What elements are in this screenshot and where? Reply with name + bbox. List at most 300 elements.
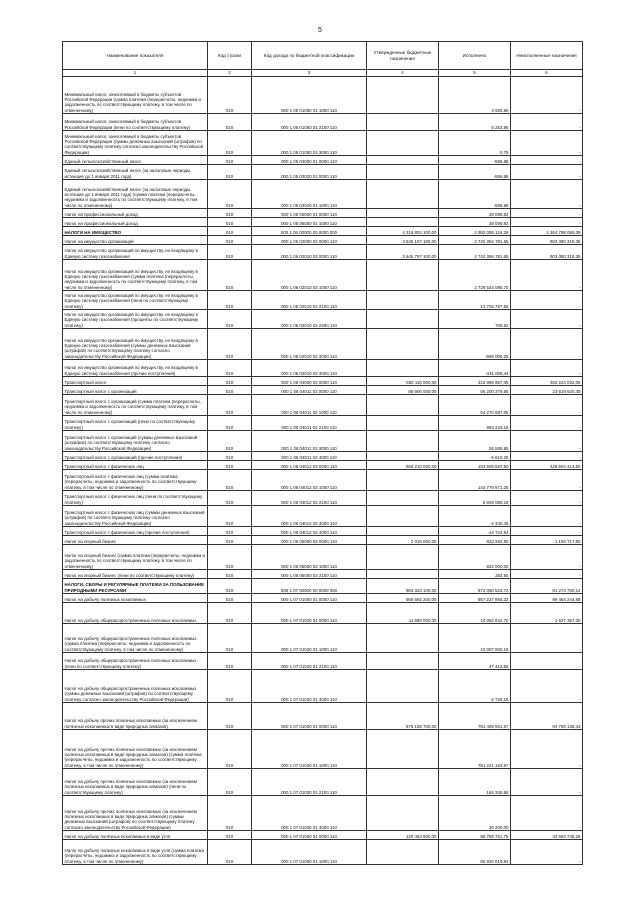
row-approved bbox=[367, 218, 439, 227]
table-row bbox=[63, 131, 583, 156]
row-income-code: 000 1 07 01020 01 2100 110 bbox=[252, 653, 367, 670]
row-approved bbox=[367, 527, 439, 536]
row-income-code: 000 1 06 04012 02 4000 110 bbox=[252, 527, 367, 536]
row-unexecuted: - bbox=[511, 329, 583, 360]
row-line-code: 010 bbox=[208, 291, 252, 310]
row-name: Налог на добычу прочих полезных ископаемых (за исключением полезных ископаемых в виде природных алмазов) bbox=[63, 703, 208, 730]
row-executed: -331 005,44 bbox=[439, 360, 511, 377]
row-income-code: 000 1 07 01020 01 0000 110 bbox=[252, 603, 367, 624]
row-unexecuted: - bbox=[511, 470, 583, 491]
column-number: 4 bbox=[367, 70, 439, 77]
table-row bbox=[63, 245, 583, 260]
table-row bbox=[63, 236, 583, 245]
row-unexecuted: - bbox=[511, 570, 583, 579]
row-income-code: 000 1 06 04011 02 3000 110 bbox=[252, 431, 367, 452]
row-name: НАЛОГИ, СБОРЫ И РЕГУЛЯРНЫЕ ПЛАТЕЖИ ЗА ПОЛЬЗОВАНИЕ ПРИРОДНЫМИ РЕСУРСАМИ bbox=[63, 579, 208, 594]
table-row bbox=[63, 506, 583, 527]
table-row bbox=[63, 114, 583, 131]
row-name: Минимальный налог, зачисляемый в бюджеты субъектов Российской Федерации (сумма платежа (перерасчеты, недоимка и задолженность по соответствующему платежу, в том числе по отмененному) bbox=[63, 77, 208, 114]
row-approved bbox=[367, 156, 439, 165]
row-approved bbox=[367, 506, 439, 527]
table-row bbox=[63, 218, 583, 227]
row-approved bbox=[367, 114, 439, 131]
row-line-code: 010 bbox=[208, 452, 252, 461]
row-income-code: 000 1 06 02010 02 3000 110 bbox=[252, 329, 367, 360]
row-executed: -596,88 bbox=[439, 165, 511, 180]
table-row bbox=[63, 579, 583, 594]
table-row bbox=[63, 209, 583, 218]
table-row bbox=[63, 730, 583, 769]
row-name: Минимальный налог, зачисляемый в бюджеты субъектов Российской Федерации (суммы денежных взысканий (штрафов) по соответствующему платежу согласно законодательству Российской Федерации) bbox=[63, 131, 208, 156]
table-header-row bbox=[63, 42, 583, 70]
row-line-code: 010 bbox=[208, 329, 252, 360]
row-line-code: 010 bbox=[208, 703, 252, 730]
row-income-code: 000 1 06 02010 02 0000 110 bbox=[252, 245, 367, 260]
row-line-code: 010 bbox=[208, 416, 252, 431]
table-row bbox=[63, 291, 583, 310]
row-unexecuted: - bbox=[511, 310, 583, 329]
row-executed: 822 282,50 bbox=[439, 536, 511, 545]
table-row bbox=[63, 431, 583, 452]
row-name: Налог на имущество организаций bbox=[63, 236, 208, 245]
table-row bbox=[63, 360, 583, 377]
row-unexecuted: - bbox=[511, 491, 583, 506]
row-executed: 705,52 bbox=[439, 310, 511, 329]
row-line-code: 010 bbox=[208, 545, 252, 570]
row-approved bbox=[367, 840, 439, 865]
row-line-code: 010 bbox=[208, 165, 252, 180]
row-unexecuted: 91 274 750,14 bbox=[511, 579, 583, 594]
row-line-code: 010 bbox=[208, 77, 252, 114]
row-line-code: 010 bbox=[208, 831, 252, 840]
row-unexecuted: - bbox=[511, 545, 583, 570]
column-number: 5 bbox=[439, 70, 511, 77]
row-line-code: 010 bbox=[208, 114, 252, 131]
row-approved bbox=[367, 131, 439, 156]
row-income-code: 000 1 06 04012 02 1000 110 bbox=[252, 470, 367, 491]
table-row bbox=[63, 769, 583, 796]
table-row bbox=[63, 329, 583, 360]
row-unexecuted: - bbox=[511, 165, 583, 180]
row-executed: 872 050 523,72 bbox=[439, 579, 511, 594]
row-approved bbox=[367, 431, 439, 452]
row-approved: 876 168 700,00 bbox=[367, 703, 439, 730]
row-name: Транспортный налог с физических лиц (прочие поступления) bbox=[63, 527, 208, 536]
row-name: Налог на добычу общераспространенных полезных ископаемых (пени по соответствующему платежу) bbox=[63, 653, 208, 670]
row-income-code: 000 1 06 04000 02 0000 110 bbox=[252, 377, 367, 386]
row-line-code: 010 bbox=[208, 506, 252, 527]
row-name: Транспортный налог с организаций (прочие поступления) bbox=[63, 452, 208, 461]
row-approved: 4 316 853 100,00 bbox=[367, 227, 439, 236]
row-income-code: 000 1 06 04011 02 4000 110 bbox=[252, 452, 367, 461]
row-unexecuted: - bbox=[511, 431, 583, 452]
row-name: Налог на добычу прочих полезных ископаемых (за исключением полезных ископаемых в виде природных алмазов) (сумма платежа (перерасчеты, недоимка и задолженность по соответствующему платежу, в том числе по отмененному) bbox=[63, 730, 208, 769]
row-income-code: 000 1 06 04011 02 2100 110 bbox=[252, 416, 367, 431]
table-row bbox=[63, 796, 583, 831]
row-approved bbox=[367, 260, 439, 291]
revenue-table bbox=[62, 41, 583, 865]
header-approved: Утвержденные бюджетные назначения bbox=[367, 42, 439, 70]
row-approved bbox=[367, 769, 439, 796]
row-approved bbox=[367, 329, 439, 360]
row-income-code: 000 1 06 04012 02 3000 110 bbox=[252, 506, 367, 527]
row-income-code: 000 1 05 03020 01 1000 110 bbox=[252, 180, 367, 209]
row-name: Налог на добычу полезных ископаемых в виде угля bbox=[63, 831, 208, 840]
row-name: Налог на игорный бизнес (сумма платежа (перерасчеты, недоимка и задолженность по соответствующему платежу, в том числе по отмененному) bbox=[63, 545, 208, 570]
row-unexecuted: - bbox=[511, 131, 583, 156]
row-unexecuted: - bbox=[511, 769, 583, 796]
row-unexecuted: - bbox=[511, 260, 583, 291]
row-unexecuted: 1 193 717,50 bbox=[511, 536, 583, 545]
row-approved bbox=[367, 470, 439, 491]
row-executed: 822 000,00 bbox=[439, 545, 511, 570]
row-line-code: 010 bbox=[208, 603, 252, 624]
row-name: Транспортный налог с физических лиц (сумма платежа (перерасчеты, недоимка и задолженность по соответствующему платежу, в том числе по отмененному) bbox=[63, 470, 208, 491]
row-name: Налог на добычу полезных ископаемых bbox=[63, 594, 208, 603]
row-executed: 3 925,86 bbox=[439, 77, 511, 114]
row-line-code: 010 bbox=[208, 431, 252, 452]
row-income-code: 000 1 05 03020 01 0000 110 bbox=[252, 165, 367, 180]
row-unexecuted: - bbox=[511, 360, 583, 377]
row-line-code: 010 bbox=[208, 377, 252, 386]
row-approved bbox=[367, 570, 439, 579]
row-name: Налог на имущество организаций по имуществу, не входящему в Единую систему газоснабжения (проценты по соответствующему платежу) bbox=[63, 310, 208, 329]
header-unexecuted: Неисполненные назначения bbox=[511, 42, 583, 70]
row-income-code: 000 1 07 01030 01 2100 110 bbox=[252, 769, 367, 796]
row-line-code: 010 bbox=[208, 218, 252, 227]
row-line-code: 010 bbox=[208, 131, 252, 156]
row-unexecuted: 23 619 620,45 bbox=[511, 386, 583, 395]
row-approved: 2 016 000,00 bbox=[367, 536, 439, 545]
row-line-code: 010 bbox=[208, 470, 252, 491]
row-name: Налог на имущество организаций по имуществу, не входящему в Единую систему газоснабжения (пени по соответствующему платежу) bbox=[63, 291, 208, 310]
row-executed: -666 008,25 bbox=[439, 329, 511, 360]
table-body bbox=[63, 77, 583, 865]
row-name: Транспортный налог с организаций (суммы денежных взысканий (штрафов) по соответствующему платежу согласно законодательству Российской Федерации) bbox=[63, 431, 208, 452]
row-approved bbox=[367, 491, 439, 506]
row-executed: 20 200,00 bbox=[439, 796, 511, 831]
row-executed: 28 089,82 bbox=[439, 209, 511, 218]
row-approved bbox=[367, 416, 439, 431]
row-income-code: 000 1 05 06000 01 0000 110 bbox=[252, 209, 367, 218]
row-approved bbox=[367, 395, 439, 416]
row-line-code: 010 bbox=[208, 156, 252, 165]
row-unexecuted: - bbox=[511, 796, 583, 831]
table-row bbox=[63, 570, 583, 579]
row-executed: 983 233,18 bbox=[439, 416, 511, 431]
row-income-code: 000 1 06 02010 02 2200 110 bbox=[252, 310, 367, 329]
column-number: 6 bbox=[511, 70, 583, 77]
row-income-code: 000 1 05 03000 01 0000 110 bbox=[252, 156, 367, 165]
row-unexecuted: - bbox=[511, 156, 583, 165]
row-unexecuted: - bbox=[511, 114, 583, 131]
row-unexecuted: - bbox=[511, 416, 583, 431]
row-name: Транспортный налог с организаций bbox=[63, 386, 208, 395]
row-unexecuted: - bbox=[511, 291, 583, 310]
row-executed: 2 742 386 781,65 bbox=[439, 245, 511, 260]
row-unexecuted: - bbox=[511, 653, 583, 670]
row-name: Единый сельскохозяйственный налог bbox=[63, 156, 208, 165]
table-row bbox=[63, 536, 583, 545]
row-executed: 86 832 019,54 bbox=[439, 840, 511, 865]
row-executed: 781 221 153,97 bbox=[439, 730, 511, 769]
row-income-code: 000 1 07 01060 01 1000 110 bbox=[252, 840, 367, 865]
row-approved: 86 906 000,00 bbox=[367, 386, 439, 395]
row-income-code: 000 1 07 00000 00 0000 000 bbox=[252, 579, 367, 594]
row-unexecuted: 426 604 412,50 bbox=[511, 461, 583, 470]
row-line-code: 010 bbox=[208, 491, 252, 506]
table-row bbox=[63, 470, 583, 491]
row-approved bbox=[367, 730, 439, 769]
row-executed: 10 007 905,19 bbox=[439, 624, 511, 653]
row-executed: 0,75 bbox=[439, 131, 511, 156]
row-approved bbox=[367, 209, 439, 218]
row-unexecuted: 89 464 244,68 bbox=[511, 594, 583, 603]
row-unexecuted: - bbox=[511, 452, 583, 461]
column-number: 2 bbox=[208, 70, 252, 77]
table-row bbox=[63, 310, 583, 329]
row-unexecuted: - bbox=[511, 180, 583, 209]
table-row bbox=[63, 461, 583, 470]
row-approved bbox=[367, 165, 439, 180]
page-number: 5 bbox=[318, 27, 322, 34]
table-row bbox=[63, 527, 583, 536]
row-approved: 963 323 100,00 bbox=[367, 579, 439, 594]
row-name: Налог на добычу общераспространенных полезных ископаемых (суммы денежных взысканий (штрафов) по соответствующему платежу согласно законодательству Российской Федерации) bbox=[63, 670, 208, 703]
header-executed: Исполнено bbox=[439, 42, 511, 70]
row-executed: 2 729 524 085,70 bbox=[439, 260, 511, 291]
row-name: Транспортный налог с физических лиц (пени по соответствующему платежу) bbox=[63, 491, 208, 506]
row-income-code: 000 1 07 01030 01 1000 110 bbox=[252, 730, 367, 769]
row-income-code: 000 1 07 01030 01 0000 110 bbox=[252, 703, 367, 730]
header-line-code: Код строки bbox=[208, 42, 252, 70]
row-executed: 2 742 384 781,65 bbox=[439, 236, 511, 245]
row-unexecuted: 1 364 798 065,09 bbox=[511, 227, 583, 236]
row-approved bbox=[367, 291, 439, 310]
row-name: Налог на добычу общераспространенных полезных ископаемых bbox=[63, 603, 208, 624]
row-executed: 2 952 055 124,28 bbox=[439, 227, 511, 236]
row-approved bbox=[367, 670, 439, 703]
row-executed: 10 052 642,70 bbox=[439, 603, 511, 624]
row-line-code: 010 bbox=[208, 570, 252, 579]
row-income-code: 000 1 06 05000 02 2100 110 bbox=[252, 570, 367, 579]
row-line-code: 010 bbox=[208, 236, 252, 245]
row-line-code: 010 bbox=[208, 209, 252, 218]
row-approved: 3 645 167 100,00 bbox=[367, 236, 439, 245]
column-number-row bbox=[63, 70, 583, 77]
row-executed: -596,88 bbox=[439, 180, 511, 209]
row-unexecuted: - bbox=[511, 730, 583, 769]
table-row bbox=[63, 227, 583, 236]
row-executed: -14 724,54 bbox=[439, 527, 511, 536]
row-income-code: 000 1 07 01000 01 0000 110 bbox=[252, 594, 367, 603]
row-name: Налог на профессиональный доход bbox=[63, 218, 208, 227]
row-name: Единый сельскохозяйственный налог (за налоговые периоды, истекшие до 1 января 2011 года) bbox=[63, 165, 208, 180]
row-line-code: 010 bbox=[208, 624, 252, 653]
row-income-code: 000 1 05 01050 01 1000 110 bbox=[252, 77, 367, 114]
row-income-code: 000 1 07 01060 01 0000 110 bbox=[252, 831, 367, 840]
row-line-code: 010 bbox=[208, 310, 252, 329]
row-name: Налог на добычу полезных ископаемых в виде угля (сумма платежа (перерасчеты, недоимка и задолженность по соответствующему платежу, в том числе по отмененному) bbox=[63, 840, 208, 865]
row-executed: 28 089,82 bbox=[439, 218, 511, 227]
row-executed: -6 610,25 bbox=[439, 452, 511, 461]
row-line-code: 010 bbox=[208, 594, 252, 603]
row-line-code: 010 bbox=[208, 461, 252, 470]
row-executed: 282,50 bbox=[439, 570, 511, 579]
row-executed: -4 346,45 bbox=[439, 506, 511, 527]
row-line-code: 010 bbox=[208, 796, 252, 831]
row-approved: 120 453 600,00 bbox=[367, 831, 439, 840]
row-executed: 153 608 587,50 bbox=[439, 461, 511, 470]
row-executed: 184 345,68 bbox=[439, 769, 511, 796]
row-line-code: 010 bbox=[208, 730, 252, 769]
row-line-code: 010 bbox=[208, 840, 252, 865]
row-income-code: 000 1 06 05000 02 1000 110 bbox=[252, 545, 367, 570]
row-unexecuted: 33 683 748,25 bbox=[511, 831, 583, 840]
row-line-code: 010 bbox=[208, 579, 252, 594]
row-unexecuted: 460 224 032,05 bbox=[511, 377, 583, 386]
table-row bbox=[63, 703, 583, 730]
row-line-code: 010 bbox=[208, 360, 252, 377]
column-number: 3 bbox=[252, 70, 367, 77]
row-line-code: 010 bbox=[208, 227, 252, 236]
row-income-code: 000 1 06 02010 02 4000 110 bbox=[252, 360, 367, 377]
table-row bbox=[63, 156, 583, 165]
row-executed: 867 227 955,32 bbox=[439, 594, 511, 603]
row-name: Налог на игорный бизнес (пени по соответствующему платежу) bbox=[63, 570, 208, 579]
row-name: Единый сельскохозяйственный налог (за налоговые периоды, истекшие до 1 января 2011 года) (сумма платежа (перерасчеты, недоимка и задолженность по соответствующему платежу, в том числе по отмененному) bbox=[63, 180, 208, 209]
row-name: Налог на добычу прочих полезных ископаемых (за исключением полезных ископаемых в виде природных алмазов) (суммы денежных взысканий (штрафов) по соответствующему платежу согласно законодательству Российской Федерации) bbox=[63, 796, 208, 831]
row-income-code: 000 1 06 04012 02 0000 110 bbox=[252, 461, 367, 470]
row-approved bbox=[367, 653, 439, 670]
row-line-code: 010 bbox=[208, 527, 252, 536]
row-name: Налог на имущество организаций по имуществу, не входящему в Единую систему газоснабжения bbox=[63, 245, 208, 260]
row-income-code: 000 1 06 02000 02 0000 110 bbox=[252, 236, 367, 245]
table-row bbox=[63, 624, 583, 653]
row-income-code: 000 1 06 04011 02 1000 110 bbox=[252, 395, 367, 416]
row-line-code: 010 bbox=[208, 653, 252, 670]
row-approved bbox=[367, 624, 439, 653]
table-row bbox=[63, 395, 583, 416]
table-row bbox=[63, 386, 583, 395]
row-name: Налог на имущество организаций по имуществу, не входящему в Единую систему газоснабжения (суммы денежных взысканий (штрафов) по соответствующему платежу согласно законодательству Российской Федерации) bbox=[63, 329, 208, 360]
header-name: Наименование показателя bbox=[63, 42, 208, 70]
row-line-code: 010 bbox=[208, 670, 252, 703]
row-unexecuted: - bbox=[511, 77, 583, 114]
row-unexecuted: - bbox=[511, 209, 583, 218]
row-unexecuted: 903 380 318,35 bbox=[511, 245, 583, 260]
header-income-code: Код дохода по бюджетной классификации bbox=[252, 42, 367, 70]
row-executed: 8 849 086,18 bbox=[439, 491, 511, 506]
table-row bbox=[63, 180, 583, 209]
row-executed: 5 253,86 bbox=[439, 114, 511, 131]
table-row bbox=[63, 452, 583, 461]
row-unexecuted: 94 759 138,43 bbox=[511, 703, 583, 730]
row-line-code: 010 bbox=[208, 180, 252, 209]
row-income-code: 000 1 05 01050 01 2100 110 bbox=[252, 114, 367, 131]
row-name: Минимальный налог, зачисляемый в бюджеты субъектов Российской Федерации (пени по соответствующему платежу) bbox=[63, 114, 208, 131]
row-executed: 26 585,85 bbox=[439, 431, 511, 452]
row-approved bbox=[367, 310, 439, 329]
row-income-code: 000 1 06 04012 02 2100 110 bbox=[252, 491, 367, 506]
row-income-code: 000 1 07 01030 01 3000 110 bbox=[252, 796, 367, 831]
row-executed: 144 779 871,35 bbox=[439, 470, 511, 491]
table-row bbox=[63, 260, 583, 291]
table-row bbox=[63, 594, 583, 603]
table-row bbox=[63, 77, 583, 114]
row-name: НАЛОГИ НА ИМУЩЕСТВО bbox=[63, 227, 208, 236]
row-income-code: 000 1 07 01020 01 3000 110 bbox=[252, 670, 367, 703]
row-name: Транспортный налог с физических лиц bbox=[63, 461, 208, 470]
row-unexecuted: 1 627 357,30 bbox=[511, 603, 583, 624]
row-income-code: 000 1 05 01050 01 3000 110 bbox=[252, 131, 367, 156]
row-income-code: 000 1 06 02010 02 2100 110 bbox=[252, 291, 367, 310]
row-name: Транспортный налог с физических лиц (суммы денежных взысканий (штрафов) по соответствующему платежу согласно законодательству Российской Федерации) bbox=[63, 506, 208, 527]
table-row bbox=[63, 545, 583, 570]
row-line-code: 010 bbox=[208, 386, 252, 395]
row-name: Налог на имущество организаций по имуществу, не входящему в Единую систему газоснабжения (прочие поступления) bbox=[63, 360, 208, 377]
row-name: Транспортный налог с организаций (сумма платежа (перерасчеты, недоимка и задолженность по соответствующему платежу, в том числе по отмененному) bbox=[63, 395, 208, 416]
table-row bbox=[63, 653, 583, 670]
row-approved bbox=[367, 77, 439, 114]
row-executed: 47 412,66 bbox=[439, 653, 511, 670]
row-line-code: 010 bbox=[208, 536, 252, 545]
row-income-code: 000 1 07 01020 01 1000 110 bbox=[252, 624, 367, 653]
row-name: Транспортный налог bbox=[63, 377, 208, 386]
row-unexecuted: - bbox=[511, 840, 583, 865]
row-approved bbox=[367, 360, 439, 377]
row-income-code: 000 1 06 02010 02 1000 110 bbox=[252, 260, 367, 291]
row-unexecuted: - bbox=[511, 624, 583, 653]
table-row bbox=[63, 670, 583, 703]
row-line-code: 010 bbox=[208, 245, 252, 260]
row-unexecuted: - bbox=[511, 218, 583, 227]
table-row bbox=[63, 840, 583, 865]
table-row bbox=[63, 165, 583, 180]
row-line-code: 010 bbox=[208, 395, 252, 416]
row-name: Налог на профессиональный доход bbox=[63, 209, 208, 218]
row-approved: 956 692 200,00 bbox=[367, 594, 439, 603]
row-name: Налог на добычу общераспространенных полезных ископаемых (сумма платежа (перерасчеты, недоимка и задолженность по соответствующему платежу, в том числе по отмененному) bbox=[63, 624, 208, 653]
table-row bbox=[63, 416, 583, 431]
row-name: Транспортный налог с организаций (пени по соответствующему платежу) bbox=[63, 416, 208, 431]
row-line-code: 010 bbox=[208, 769, 252, 796]
row-income-code: 000 1 06 04011 02 0000 110 bbox=[252, 386, 367, 395]
row-line-code: 010 bbox=[208, 260, 252, 291]
row-unexecuted: 903 380 318,35 bbox=[511, 236, 583, 245]
row-executed: 12 726 787,66 bbox=[439, 291, 511, 310]
row-approved: 660 116 000,00 bbox=[367, 377, 439, 386]
row-income-code: 000 1 05 06000 01 1000 110 bbox=[252, 218, 367, 227]
row-income-code: 000 1 06 05000 02 0000 110 bbox=[252, 536, 367, 545]
row-income-code: 000 1 06 00000 00 0000 000 bbox=[252, 227, 367, 236]
row-executed: 216 896 957,05 bbox=[439, 377, 511, 386]
row-executed: 56 200 379,55 bbox=[439, 386, 511, 395]
table-row bbox=[63, 603, 583, 624]
table-row bbox=[63, 377, 583, 386]
table-row bbox=[63, 831, 583, 840]
row-executed: 86 769 751,75 bbox=[439, 831, 511, 840]
row-unexecuted: - bbox=[511, 506, 583, 527]
row-name: Налог на имущество организаций по имуществу, не входящему в Единую систему газоснабжения (сумма платежа (перерасчеты, недоимка и задолженность по соответствующему платежу, в том числе по отмененному) bbox=[63, 260, 208, 291]
row-executed: -2 728,15 bbox=[439, 670, 511, 703]
row-executed: 54 270 687,05 bbox=[439, 395, 511, 416]
row-approved: 3 645 767 100,00 bbox=[367, 245, 439, 260]
row-approved bbox=[367, 180, 439, 209]
row-executed: -596,88 bbox=[439, 156, 511, 165]
row-executed: 781 409 561,57 bbox=[439, 703, 511, 730]
row-unexecuted: - bbox=[511, 395, 583, 416]
